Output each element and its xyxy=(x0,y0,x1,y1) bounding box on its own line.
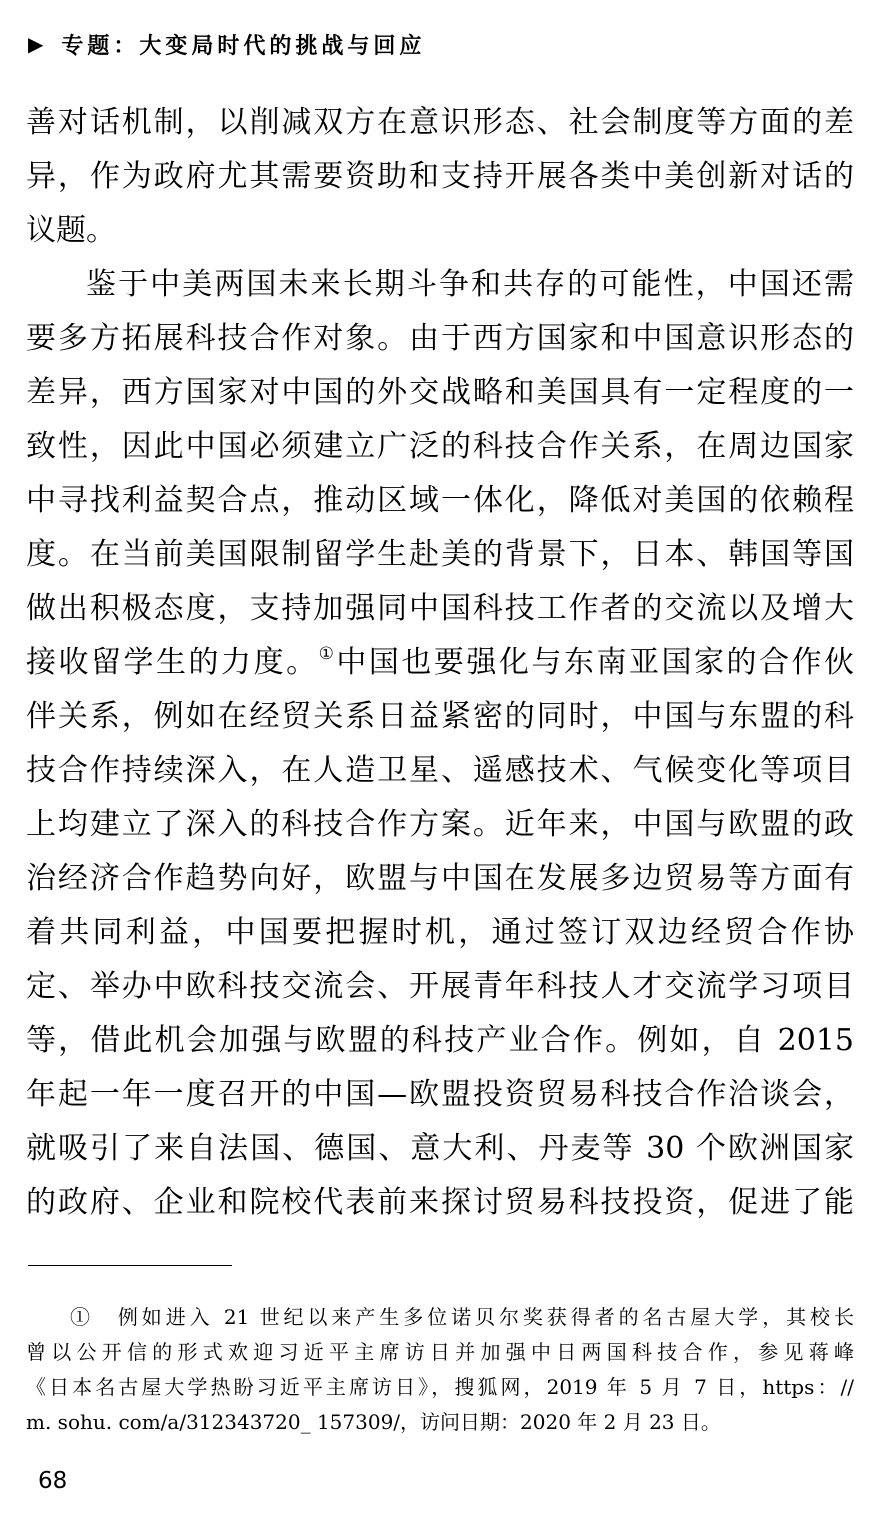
body-line: 技合作持续深入，在人造卫星、遥感技术、气候变化等项目 xyxy=(26,753,854,788)
footnote-line: 曾以公开信的形式欢迎习近平主席访日并加强中日两国科技合作，参见蒋峰 xyxy=(26,1340,854,1364)
running-header-title: 专题：大变局时代的挑战与回应 xyxy=(61,33,426,59)
running-header xyxy=(28,26,425,62)
body-line-part: 中国也要强化与东南亚国家的合作伙 xyxy=(336,645,854,680)
page-number: 68 xyxy=(38,1468,68,1494)
body-line: 做出积极态度，支持加强同中国科技工作者的交流以及增大 xyxy=(26,591,854,626)
footnote-line: 《日本名古屋大学热盼习近平主席访日》，搜狐网，2019 年 5 月 7 日，https：// xyxy=(26,1375,854,1399)
body-line: 上均建立了深入的科技合作方案。近年来，中国与欧盟的政 xyxy=(26,807,854,842)
body-line-part: 接收留学生的力度。 xyxy=(26,645,319,680)
body-line: 鉴于中美两国未来长期斗争和共存的可能性，中国还需 xyxy=(86,267,854,302)
body-line: 中寻找利益契合点，推动区域一体化，降低对美国的依赖程 xyxy=(26,483,854,518)
body-line: 要多方拓展科技合作对象。由于西方国家和中国意识形态的 xyxy=(26,321,854,356)
body-text xyxy=(26,96,854,1230)
body-line: 伴关系，例如在经贸关系日益紧密的同时，中国与东盟的科 xyxy=(26,699,854,734)
body-line: 定、举办中欧科技交流会、开展青年科技人才交流学习项目 xyxy=(26,969,854,1004)
body-line: 就吸引了来自法国、德国、意大利、丹麦等 30 个欧洲国家 xyxy=(26,1131,854,1166)
triangle-marker-icon: ▶ xyxy=(28,32,44,56)
body-line: 的政府、企业和院校代表前来探讨贸易科技投资，促进了能 xyxy=(26,1185,854,1220)
footnote-reference[interactable]: ① xyxy=(318,644,337,664)
body-line: 差异，西方国家对中国的外交战略和美国具有一定程度的一 xyxy=(26,375,854,410)
footnote-line: m. sohu. com/a/312343720_ 157309/，访问日期：2020 年 2 月 23 日。 xyxy=(26,1410,721,1434)
body-line: 度。在当前美国限制留学生赴美的背景下，日本、韩国等国 xyxy=(26,537,854,572)
body-line: 等，借此机会加强与欧盟的科技产业合作。例如，自 2015 xyxy=(26,1023,854,1058)
body-line-with-footnote xyxy=(26,636,854,690)
body-line: 治经济合作趋势向好，欧盟与中国在发展多边贸易等方面有 xyxy=(26,861,854,896)
body-line: 年起一年一度召开的中国—欧盟投资贸易科技合作洽谈会， xyxy=(26,1077,854,1112)
body-line: 善对话机制，以削减双方在意识形态、社会制度等方面的差 xyxy=(26,105,854,140)
body-line: 致性，因此中国必须建立广泛的科技合作关系，在周边国家 xyxy=(26,429,854,464)
body-line: 议题。 xyxy=(26,213,116,248)
footnote-divider xyxy=(28,1265,232,1266)
body-line: 着共同利益，中国要把握时机，通过签订双边经贸合作协 xyxy=(26,915,854,950)
footnote xyxy=(26,1300,854,1440)
body-line: 异，作为政府尤其需要资助和支持开展各类中美创新对话的 xyxy=(26,159,854,194)
footnote-line: ① 例如进入 21 世纪以来产生多位诺贝尔奖获得者的名古屋大学，其校长 xyxy=(70,1305,854,1329)
